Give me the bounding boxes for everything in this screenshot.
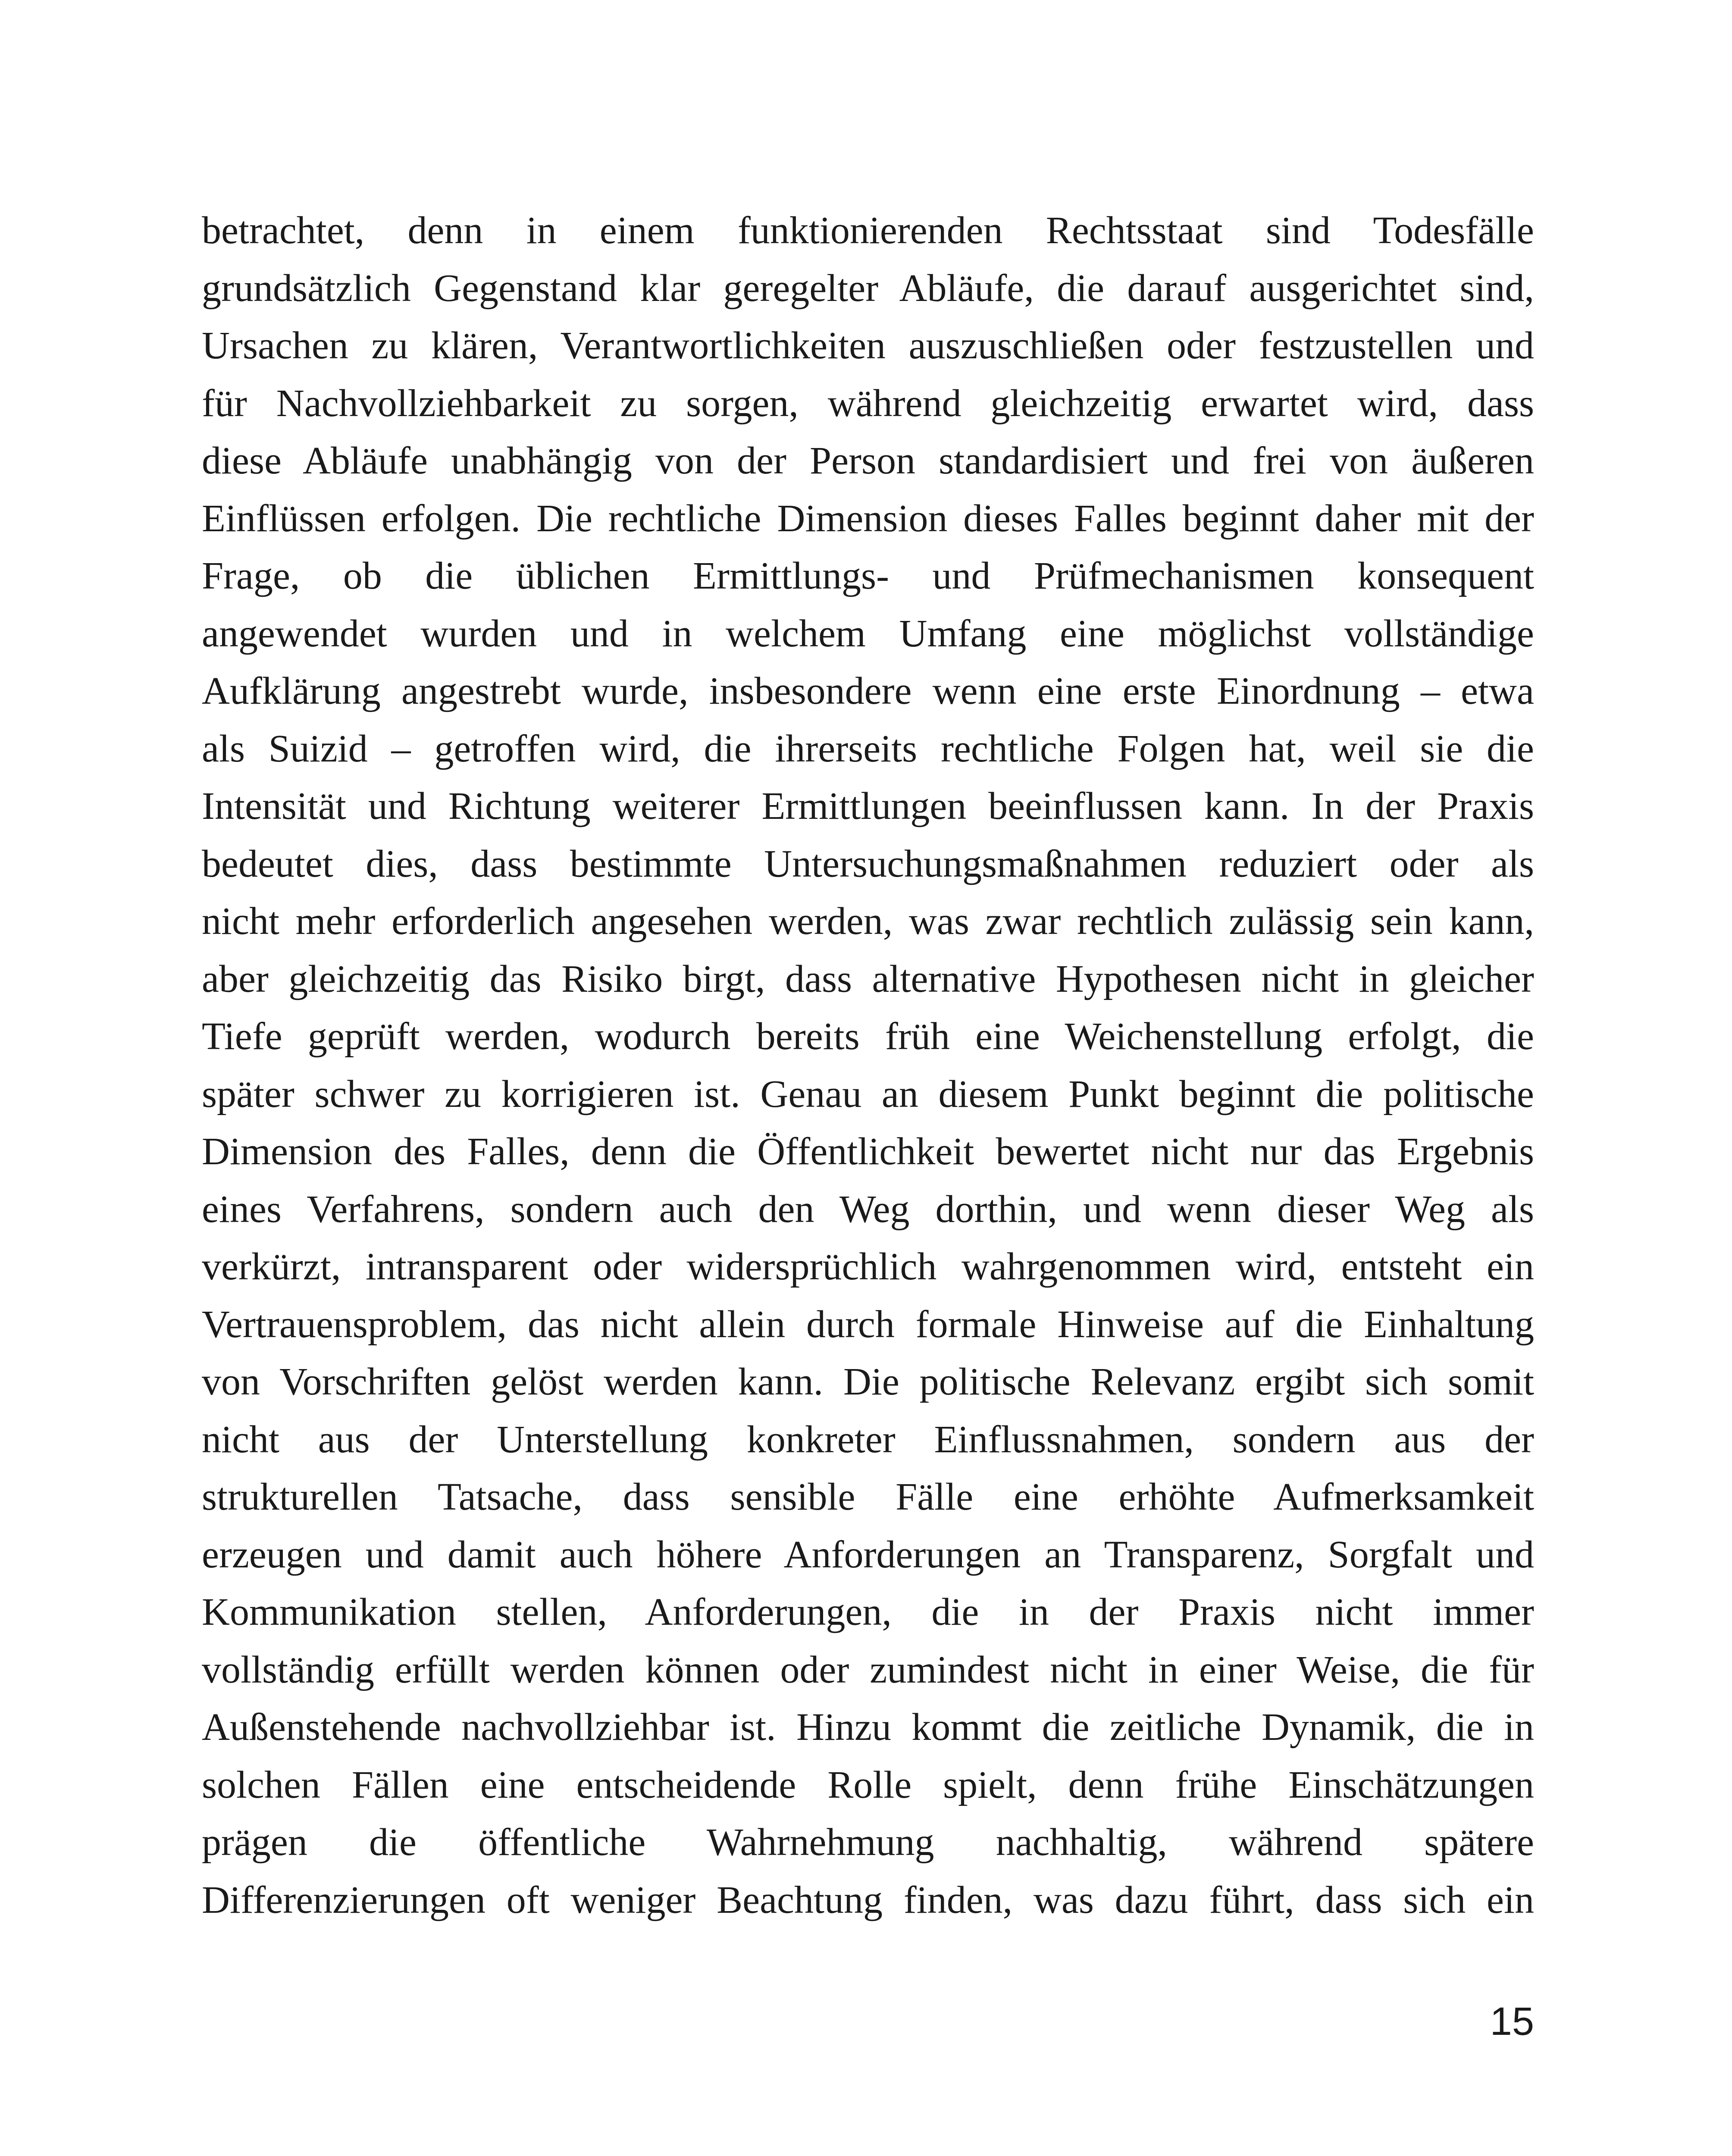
text-line: Tiefe geprüft werden, wodurch bereits früh eine Weichenstellung erfolgt, die — [202, 1015, 1534, 1058]
text-line: als Suizid – getroffen wird, die ihrerseits rechtliche Folgen hat, weil sie die — [202, 727, 1534, 770]
text-line: Einflüssen erfolgen. Die rechtliche Dimension dieses Falles beginnt daher mit der — [202, 497, 1534, 540]
text-line: Vertrauensproblem, das nicht allein durch formale Hinweise auf die Einhaltung — [202, 1303, 1534, 1346]
text-line: Differenzierungen oft weniger Beachtung finden, was dazu führt, dass sich ein — [202, 1878, 1534, 1921]
text-line: angewendet wurden und in welchem Umfang eine möglichst vollständige — [202, 612, 1534, 655]
text-line: grundsätzlich Gegenstand klar geregelter Abläufe, die darauf ausgerichtet sind, — [202, 266, 1534, 310]
text-line: nicht aus der Unterstellung konkreter Einflussnahmen, sondern aus der — [202, 1418, 1534, 1461]
page-number: 15 — [1490, 1999, 1534, 2043]
text-line: aber gleichzeitig das Risiko birgt, dass alternative Hypothesen nicht in gleicher — [202, 957, 1534, 1000]
text-line: Frage, ob die üblichen Ermittlungs- und Prüfmechanismen konsequent — [202, 555, 1534, 597]
body-paragraph — [202, 202, 1534, 1929]
text-line: betrachtet, denn in einem funktionierenden Rechtsstaat sind Todesfälle — [202, 209, 1534, 252]
text-line: bedeutet dies, dass bestimmte Untersuchungsmaßnahmen reduziert oder als — [202, 842, 1534, 885]
text-line: prägen die öffentliche Wahrnehmung nachhaltig, während spätere — [202, 1821, 1534, 1864]
text-line: Dimension des Falles, denn die Öffentlichkeit bewertet nicht nur das Ergebnis — [202, 1130, 1534, 1173]
text-line: verkürzt, intransparent oder widersprüchlich wahrgenommen wird, entsteht ein — [202, 1245, 1534, 1288]
text-line: Kommunikation stellen, Anforderungen, die in der Praxis nicht immer — [202, 1591, 1534, 1633]
text-line: nicht mehr erforderlich angesehen werden, was zwar rechtlich zulässig sein kann, — [202, 900, 1534, 943]
text-line: später schwer zu korrigieren ist. Genau an diesem Punkt beginnt die politische — [202, 1072, 1534, 1116]
text-line: strukturellen Tatsache, dass sensible Fälle eine erhöhte Aufmerksamkeit — [202, 1476, 1534, 1518]
text-line: vollständig erfüllt werden können oder zumindest nicht in einer Weise, die für — [202, 1648, 1534, 1691]
text-line: für Nachvollziehbarkeit zu sorgen, während gleichzeitig erwartet wird, dass — [202, 382, 1534, 425]
text-line: Ursachen zu klären, Verantwortlichkeiten auszuschließen oder festzustellen und — [202, 324, 1534, 367]
text-line: Aufklärung angestrebt wurde, insbesondere wenn eine erste Einordnung – etwa — [202, 670, 1534, 712]
text-line: Außenstehende nachvollziehbar ist. Hinzu kommt die zeitliche Dynamik, die in — [202, 1706, 1534, 1749]
text-line: solchen Fällen eine entscheidende Rolle spielt, denn frühe Einschätzungen — [202, 1763, 1534, 1806]
text-line: diese Abläufe unabhängig von der Person standardisiert und frei von äußeren — [202, 439, 1534, 482]
text-line: eines Verfahrens, sondern auch den Weg dorthin, und wenn dieser Weg als — [202, 1188, 1534, 1231]
text-line: von Vorschriften gelöst werden kann. Die politische Relevanz ergibt sich somit — [202, 1360, 1534, 1403]
text-line: Intensität und Richtung weiterer Ermittlungen beeinflussen kann. In der Praxis — [202, 785, 1534, 827]
text-line: erzeugen und damit auch höhere Anforderungen an Transparenz, Sorgfalt und — [202, 1533, 1534, 1576]
